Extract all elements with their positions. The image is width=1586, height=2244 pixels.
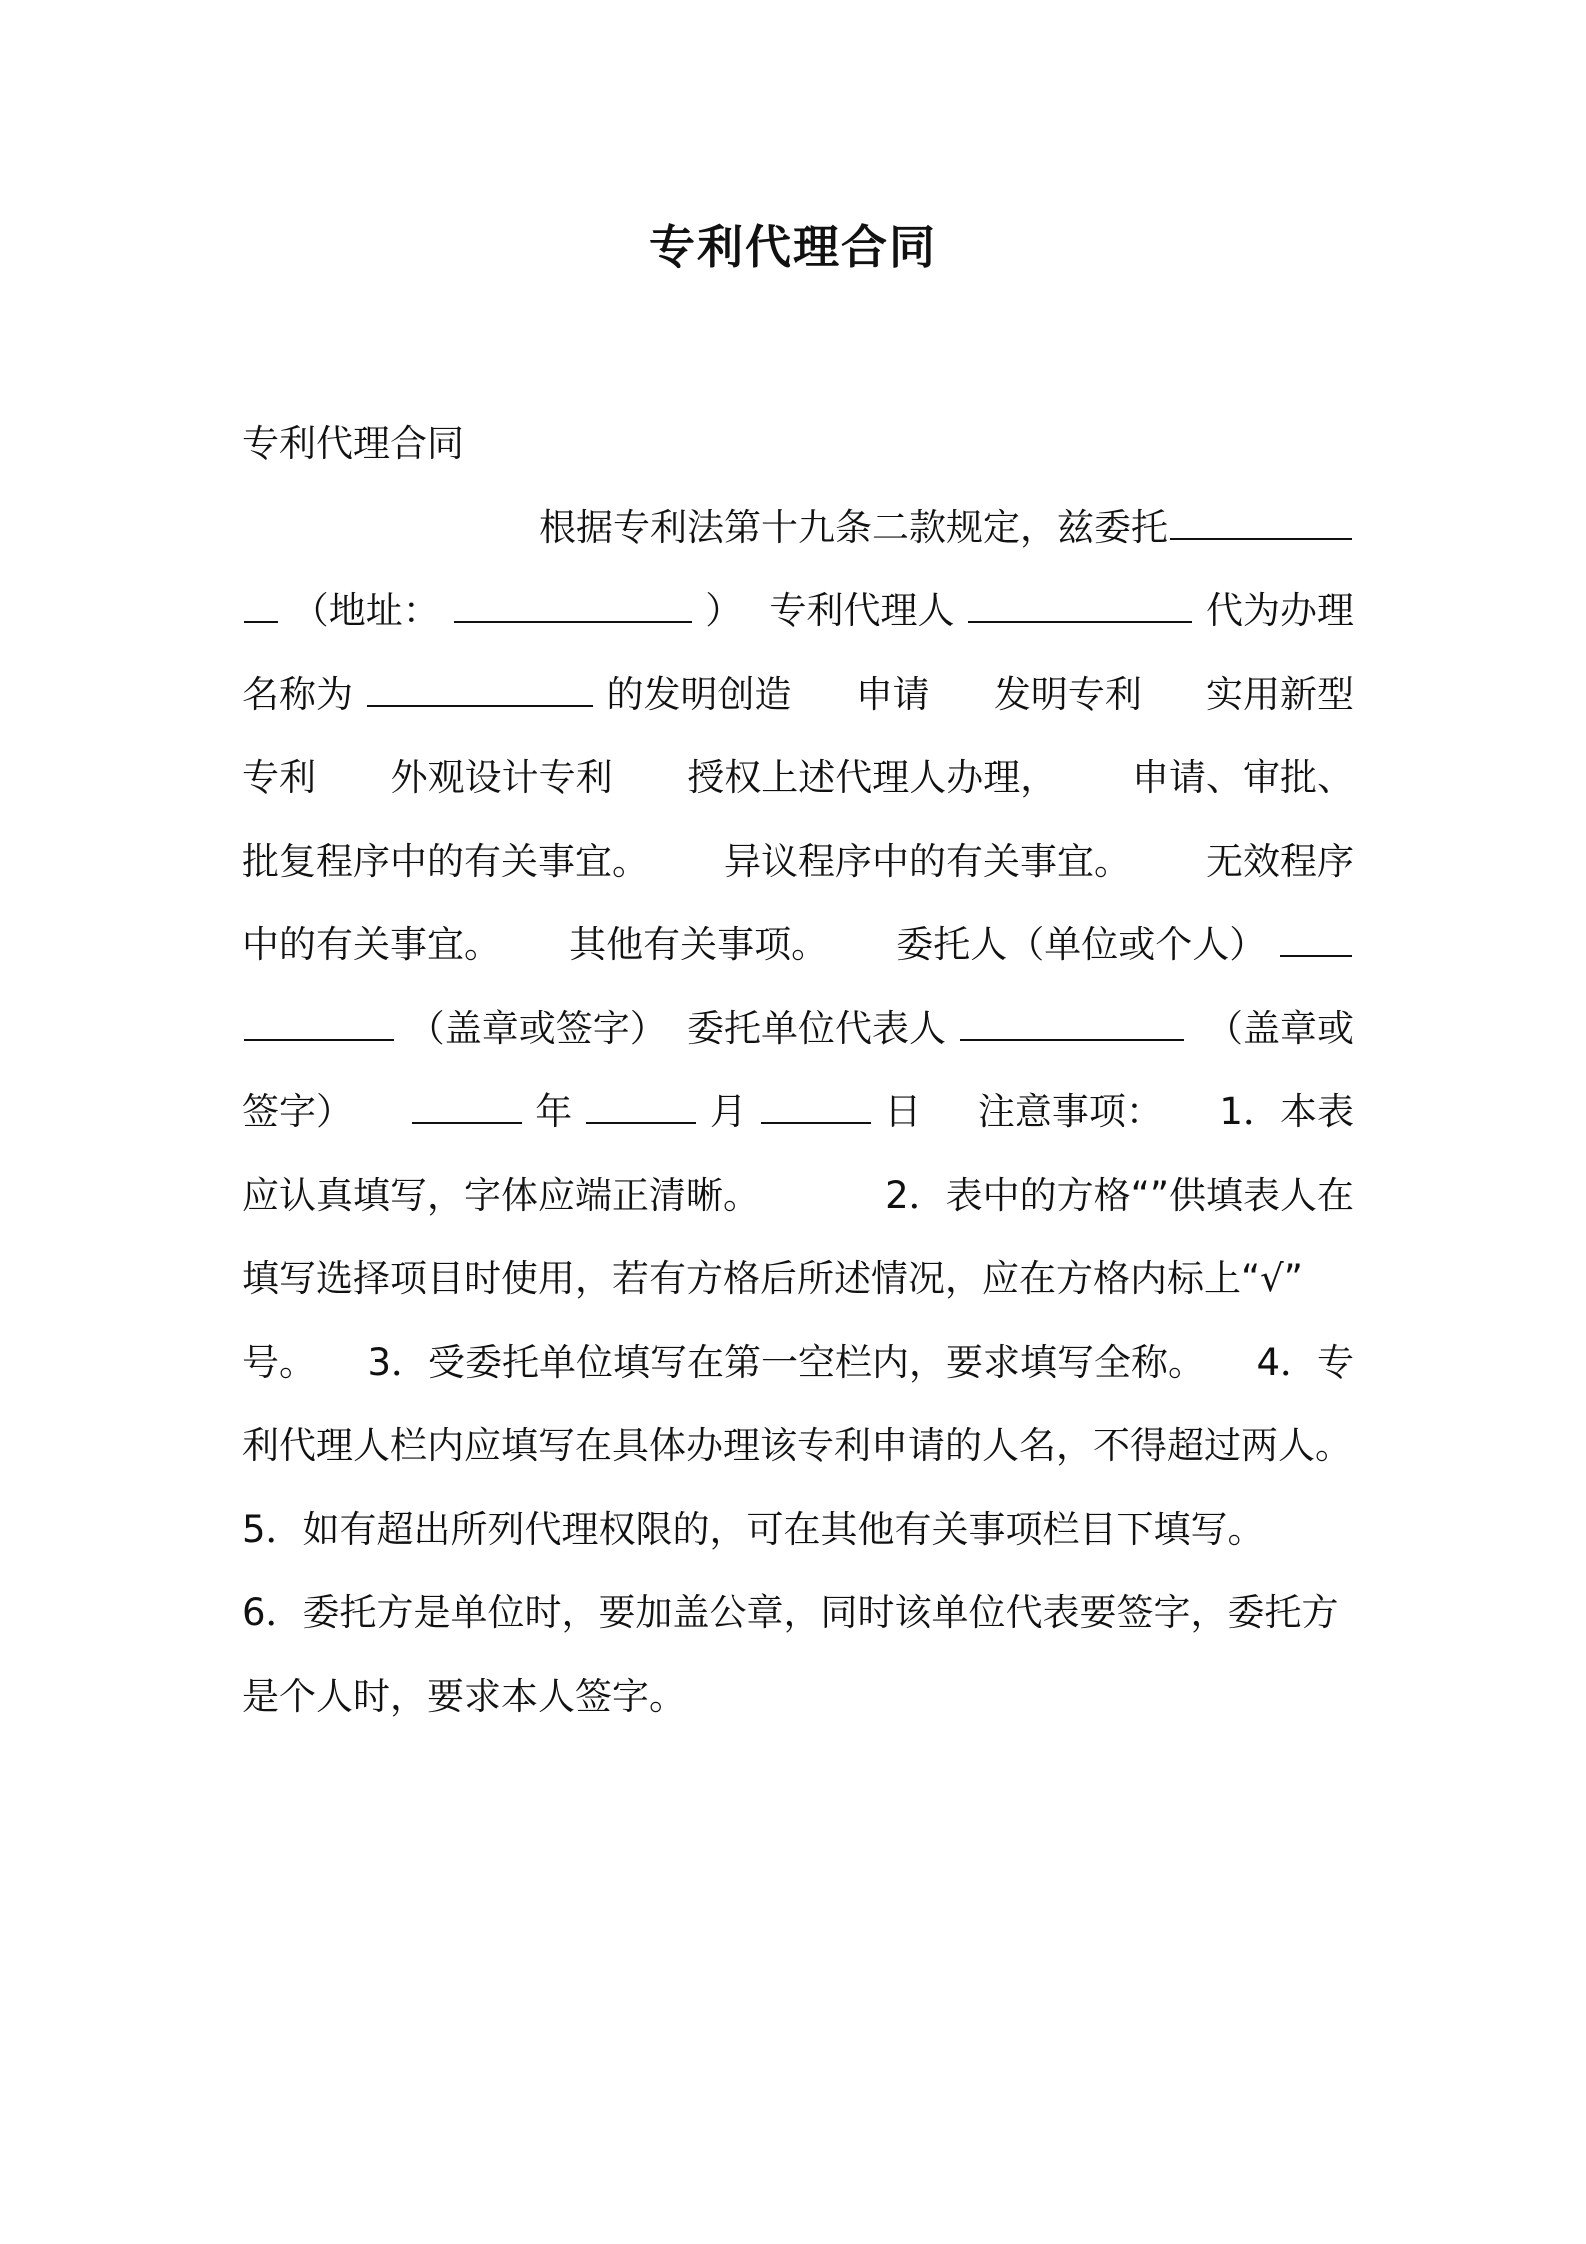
- paragraph-line-6: [242, 903, 1354, 987]
- authorization-text: 授权上述代理人办理，: [687, 756, 1058, 799]
- paragraph-line-7: [242, 987, 1354, 1071]
- paragraph-line-8: [242, 1070, 1354, 1154]
- other-matters-option: 其他有关事项。: [569, 923, 829, 966]
- paragraph-line-9: [242, 1154, 1354, 1238]
- document-body: [242, 402, 1354, 1738]
- day-label: 日: [884, 1090, 922, 1133]
- note-2-continued: 填写选择项目时使用，若有方格后所述情况，应在方格内标上“√”: [242, 1257, 1303, 1300]
- seal-label-start: （盖章或: [1206, 1006, 1354, 1050]
- paragraph-line-2: [242, 569, 1354, 653]
- agent-blank: [968, 587, 1192, 623]
- entrustee-blank: [1170, 504, 1352, 540]
- invalidation-procedure-continued: 中的有关事宜。: [242, 923, 501, 966]
- signature-label-end: 签字）: [242, 1090, 353, 1133]
- application-text: 申请: [855, 672, 930, 716]
- note-6-end: 是个人时，要求本人签字。: [242, 1674, 686, 1718]
- paragraph-line-11: [242, 1321, 1354, 1405]
- paragraph-line-14: [242, 1571, 1354, 1655]
- paragraph-line-5: [242, 820, 1354, 904]
- utility-model-option: 实用新型: [1206, 672, 1354, 716]
- note-4-start: 4．专: [1256, 1340, 1354, 1384]
- invention-patent-option: 发明专利: [993, 672, 1142, 716]
- representative-blank: [960, 1005, 1184, 1041]
- approval-text: 申请、审批、: [1131, 756, 1354, 799]
- invention-text: 的发明创造: [606, 672, 792, 716]
- principal-blank-continued: [244, 1005, 394, 1041]
- day-blank: [761, 1088, 871, 1124]
- name-label: 名称为: [242, 672, 353, 716]
- paragraph-line-10: [242, 1237, 1354, 1321]
- year-blank: [412, 1088, 522, 1124]
- subtitle-line: [242, 402, 1354, 486]
- note-2-end: 号。: [242, 1340, 316, 1384]
- seal-signature-label: （盖章或签字）: [407, 1006, 667, 1050]
- note-1-start: 1．本表: [1219, 1090, 1354, 1133]
- paragraph-line-12: [242, 1404, 1354, 1488]
- representative-label: 委托单位代表人: [687, 1006, 946, 1050]
- agent-label: 专利代理人: [769, 589, 955, 632]
- paragraph-line-4: [242, 736, 1354, 820]
- note-2-start: 2．表中的方格“”供填表人在: [885, 1173, 1354, 1217]
- subtitle: 专利代理合同: [242, 422, 464, 465]
- notes-label: 注意事项：: [977, 1090, 1163, 1133]
- month-blank: [586, 1088, 696, 1124]
- principal-label: 委托人（单位或个人）: [896, 923, 1267, 966]
- paragraph-line-3: [242, 653, 1354, 737]
- address-close: ）: [705, 589, 743, 632]
- note-1-end: 应认真填写，字体应端正清晰。: [242, 1173, 760, 1217]
- address-label: （地址：: [291, 589, 440, 632]
- paragraph-line-13: [242, 1488, 1354, 1572]
- address-blank: [454, 587, 692, 623]
- approval-procedure-option: 批复程序中的有关事宜。: [242, 839, 649, 883]
- note-3: 3．受委托单位填写在第一空栏内，要求填写全称。: [367, 1340, 1205, 1384]
- document-title: 专利代理合同: [649, 220, 937, 274]
- paragraph-line-15: [242, 1655, 1354, 1739]
- note-5: 5．如有超出所列代理权限的，可在其他有关事项栏目下填写。: [242, 1507, 1265, 1551]
- principal-blank: [1280, 921, 1352, 957]
- invention-name-blank: [367, 671, 593, 707]
- paragraph-line-1: [242, 486, 1354, 570]
- month-label: 月: [709, 1090, 747, 1133]
- note-6-start: 6．委托方是单位时，要加盖公章，同时该单位代表要签字，委托方: [242, 1591, 1339, 1634]
- design-patent-option: 外观设计专利: [390, 756, 613, 799]
- year-label: 年: [535, 1090, 573, 1133]
- invalidation-procedure-option: 无效程序: [1206, 839, 1354, 883]
- entrust-text: 根据专利法第十九条二款规定，兹委托: [539, 505, 1168, 549]
- patent-text: 专利: [242, 756, 316, 799]
- handle-text: 代为办理: [1206, 589, 1354, 632]
- note-4-end: 利代理人栏内应填写在具体办理该专利申请的人名，不得超过两人。: [242, 1424, 1352, 1467]
- entrustee-blank-continued: [244, 587, 278, 623]
- opposition-procedure-option: 异议程序中的有关事宜。: [724, 839, 1131, 883]
